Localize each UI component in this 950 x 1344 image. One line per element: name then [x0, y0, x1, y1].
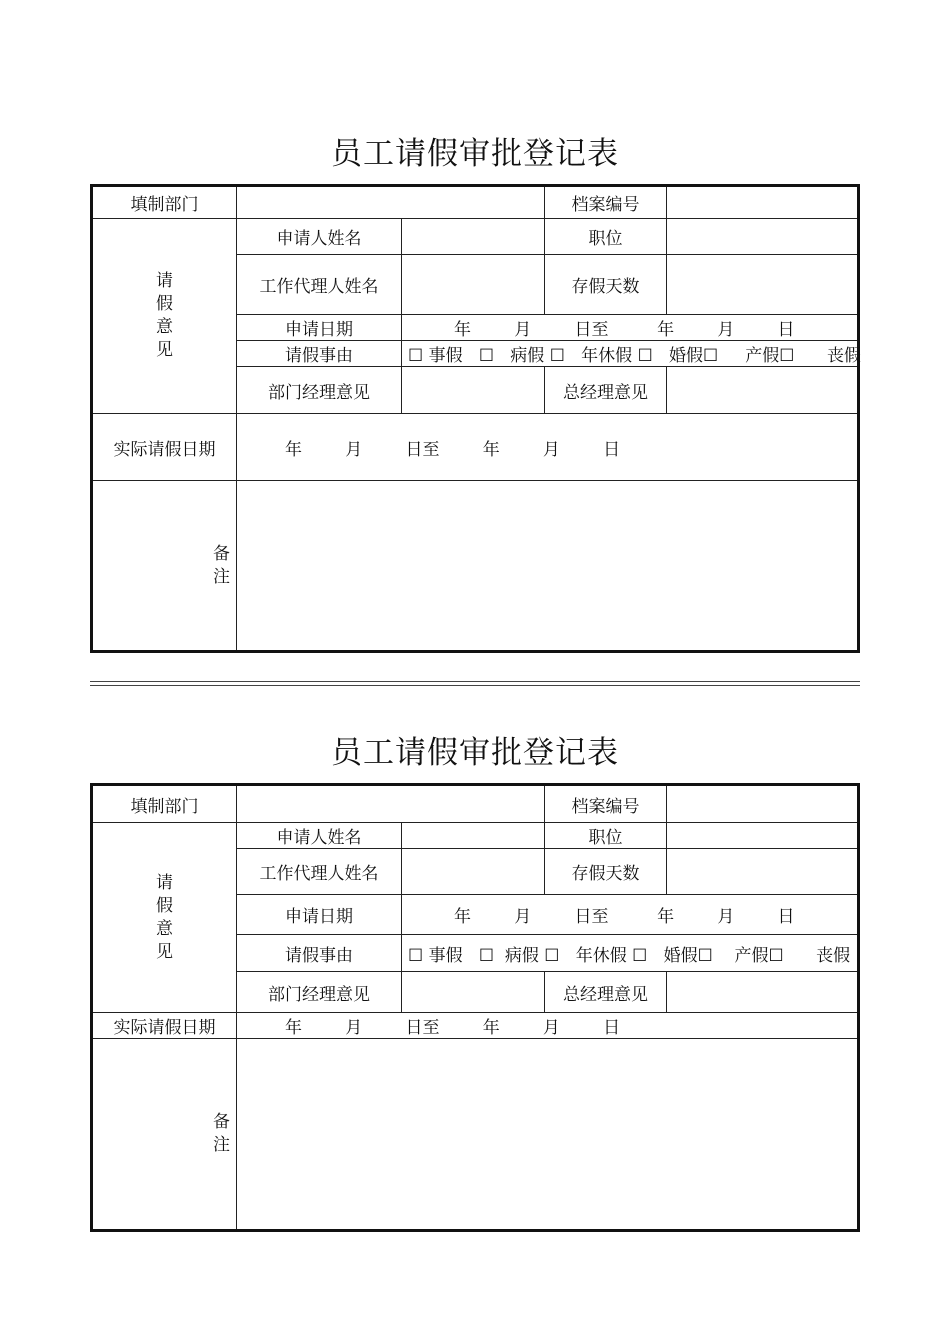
applicant-label: 申请人姓名	[237, 823, 402, 849]
form-title: 员工请假审批登记表	[331, 735, 619, 771]
actual-date-label: 实际请假日期	[92, 414, 237, 481]
dept-mgr-field[interactable]	[402, 972, 545, 1013]
section-label: 请 假 意 见	[92, 823, 237, 1013]
dept-mgr-field[interactable]	[402, 367, 545, 414]
gm-field[interactable]	[667, 972, 859, 1013]
position-field[interactable]	[667, 823, 859, 849]
agent-label: 工作代理人姓名	[237, 255, 402, 315]
agent-field[interactable]	[402, 849, 545, 895]
agent-label: 工作代理人姓名	[237, 849, 402, 895]
applicant-field[interactable]	[402, 823, 545, 849]
remark-label: 备 注	[92, 481, 237, 652]
actual-date-label: 实际请假日期	[92, 1013, 237, 1039]
leave-days-field[interactable]	[667, 849, 859, 895]
gm-label: 总经理意见	[545, 367, 667, 414]
leave-days-label: 存假天数	[545, 849, 667, 895]
reason-label: 请假事由	[237, 935, 402, 972]
remark-field[interactable]	[237, 1039, 859, 1231]
actual-date-field[interactable]: 年 月 日至 年 月 日	[237, 1013, 859, 1039]
file-no-field[interactable]	[667, 785, 859, 823]
reason-checkboxes[interactable]: ☐ 事假 ☐ 病假 ☐ 年休假 ☐ 婚假☐ 产假☐ 丧假	[402, 935, 859, 972]
fill-dept-field[interactable]	[237, 785, 545, 823]
applicant-field[interactable]	[402, 219, 545, 255]
reason-checkboxes[interactable]: ☐ 事假 ☐ 病假 ☐ 年休假 ☐ 婚假☐ 产假☐ 丧假	[402, 341, 859, 367]
form-title: 员工请假审批登记表	[331, 136, 619, 172]
remark-label: 备 注	[92, 1039, 237, 1231]
position-label: 职位	[545, 823, 667, 849]
file-no-field[interactable]	[667, 186, 859, 219]
position-label: 职位	[545, 219, 667, 255]
section-label: 请 假 意 见	[92, 219, 237, 414]
fill-dept-label: 填制部门	[92, 186, 237, 219]
leave-form-1	[90, 184, 860, 653]
remark-field[interactable]	[237, 481, 859, 652]
dept-mgr-label: 部门经理意见	[237, 972, 402, 1013]
apply-date-field[interactable]: 年 月 日至 年 月 日	[402, 895, 859, 935]
leave-days-field[interactable]	[667, 255, 859, 315]
position-field[interactable]	[667, 219, 859, 255]
dept-mgr-label: 部门经理意见	[237, 367, 402, 414]
gm-field[interactable]	[667, 367, 859, 414]
double-divider	[90, 681, 860, 686]
leave-days-label: 存假天数	[545, 255, 667, 315]
apply-date-field[interactable]: 年 月 日至 年 月 日	[402, 315, 859, 341]
reason-label: 请假事由	[237, 341, 402, 367]
apply-date-label: 申请日期	[237, 895, 402, 935]
applicant-label: 申请人姓名	[237, 219, 402, 255]
fill-dept-label: 填制部门	[92, 785, 237, 823]
fill-dept-field[interactable]	[237, 186, 545, 219]
gm-label: 总经理意见	[545, 972, 667, 1013]
agent-field[interactable]	[402, 255, 545, 315]
file-no-label: 档案编号	[545, 186, 667, 219]
actual-date-field[interactable]: 年 月 日至 年 月 日	[237, 414, 859, 481]
leave-form-2	[90, 783, 860, 1232]
apply-date-label: 申请日期	[237, 315, 402, 341]
file-no-label: 档案编号	[545, 785, 667, 823]
